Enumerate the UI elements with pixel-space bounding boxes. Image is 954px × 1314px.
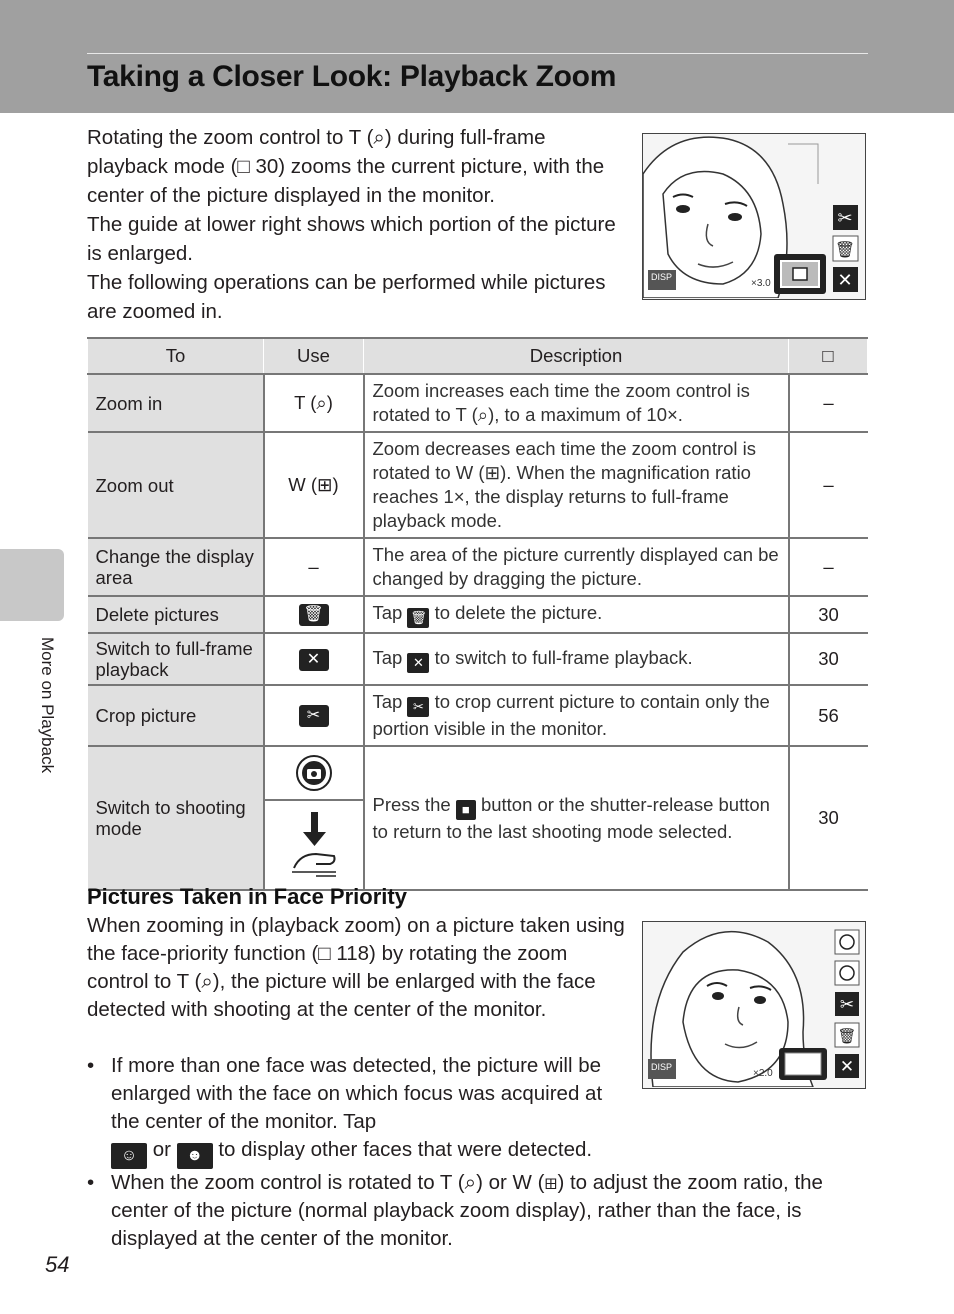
row-use bbox=[264, 633, 364, 685]
table-row bbox=[88, 685, 868, 746]
intro-paragraph-3: The following operations can be performed while pictures are zoomed in. bbox=[87, 271, 606, 323]
row-description: The area of the picture currently displayed can be changed by dragging the picture. bbox=[364, 538, 789, 596]
list-item-continued: ☺ or ☻ to display other faces that were detected. bbox=[87, 1136, 877, 1169]
row-to: Change the display area bbox=[88, 538, 264, 596]
trash-icon: 🗑 bbox=[407, 608, 429, 628]
row-to: Zoom in bbox=[88, 374, 264, 432]
page-header bbox=[0, 0, 954, 113]
row-use: T (⌕) bbox=[264, 374, 364, 432]
shutter-release-icon bbox=[286, 810, 342, 880]
row-reference: – bbox=[789, 538, 868, 596]
svg-text:🗑: 🗑 bbox=[837, 1027, 857, 1045]
row-description: Zoom decreases each time the zoom control is rotated to W (⊞). When the magnification ratio reaches 1×, the display returns to full-frame playback mode. bbox=[364, 432, 789, 538]
close-icon: ✕ bbox=[407, 653, 429, 673]
table-row bbox=[88, 432, 868, 538]
table-row bbox=[88, 374, 868, 432]
row-use: – bbox=[264, 538, 364, 596]
list-item: • When the zoom control is rotated to T (⌕) or W (⊞) to adjust the zoom ratio, the center of the picture (normal playback zoom display), rather than the face, is displayed at the center of the monitor. bbox=[87, 1171, 823, 1250]
page-number: 54 bbox=[45, 1252, 70, 1277]
row-reference: 56 bbox=[789, 685, 868, 746]
playback-icon: ■ bbox=[456, 800, 476, 820]
row-to: Zoom out bbox=[88, 432, 264, 538]
side-tab bbox=[0, 549, 64, 621]
scissors-icon: ✂ bbox=[407, 697, 429, 717]
face-priority-heading: Pictures Taken in Face Priority bbox=[87, 884, 407, 909]
row-reference: 30 bbox=[789, 746, 868, 890]
row-reference: – bbox=[789, 374, 868, 432]
table-row bbox=[88, 746, 868, 890]
table-row bbox=[88, 596, 868, 633]
row-reference: 30 bbox=[789, 596, 868, 633]
list-item: • If more than one face was detected, the picture will be enlarged with the face on which focus was acquired at the center of the monitor. Tap bbox=[87, 1054, 603, 1133]
col-header-to: To bbox=[88, 338, 264, 374]
face-priority-bullets bbox=[87, 1052, 877, 1253]
svg-text:✂: ✂ bbox=[839, 995, 855, 1015]
scissors-icon: ✂ bbox=[299, 705, 329, 727]
disp-button-label: DISP bbox=[651, 1062, 673, 1072]
row-reference: 30 bbox=[789, 633, 868, 685]
col-header-reference: □ bbox=[789, 338, 868, 374]
playback-zoom-figure bbox=[642, 133, 866, 300]
row-use bbox=[264, 685, 364, 746]
col-header-use: Use bbox=[264, 338, 364, 374]
table-row bbox=[88, 633, 868, 685]
row-description: Tap ✂ to crop current picture to contain only the portion visible in the monitor. bbox=[364, 685, 789, 746]
row-reference: – bbox=[789, 432, 868, 538]
svg-text:✕: ✕ bbox=[839, 1057, 855, 1077]
row-to: Delete pictures bbox=[88, 596, 264, 633]
zoom-ratio-label: ×2.0 bbox=[753, 1068, 773, 1079]
face-priority-body: When zooming in (playback zoom) on a picture taken using the face-priority function (□ 118) by rotating the zoom control to T (⌕), the picture will be enlarged with the face detected with shooting at the center of the monitor. bbox=[87, 914, 625, 1021]
row-description: Tap 🗑 to delete the picture. bbox=[364, 596, 789, 633]
svg-text:✂: ✂ bbox=[837, 208, 853, 229]
row-description: Tap ✕ to switch to full-frame playback. bbox=[364, 633, 789, 685]
playback-button-icon bbox=[295, 754, 333, 792]
row-use: W (⊞) bbox=[264, 432, 364, 538]
side-tab-label: More on Playback bbox=[38, 637, 57, 774]
row-to: Switch to shooting mode bbox=[88, 746, 264, 890]
disp-button-label: DISP bbox=[651, 272, 673, 282]
row-use bbox=[264, 596, 364, 633]
face-next-icon: ☻ bbox=[177, 1143, 213, 1169]
svg-text:🗑: 🗑 bbox=[834, 240, 856, 259]
table-row bbox=[88, 538, 868, 596]
trash-icon: 🗑 bbox=[299, 604, 329, 626]
row-to: Switch to full-frame playback bbox=[88, 633, 264, 685]
row-to: Crop picture bbox=[88, 685, 264, 746]
intro-paragraph-2: The guide at lower right shows which portion of the picture is enlarged. bbox=[87, 213, 616, 265]
face-prev-icon: ☺ bbox=[111, 1143, 147, 1169]
close-icon: ✕ bbox=[299, 649, 329, 671]
page-title: Taking a Closer Look: Playback Zoom bbox=[87, 60, 617, 93]
table-header-row bbox=[88, 338, 868, 374]
header-rule bbox=[87, 53, 868, 54]
intro-paragraph-1: Rotating the zoom control to T (⌕) during full-frame playback mode (□ 30) zooms the current picture, with the center of the picture displayed in the monitor. bbox=[87, 126, 605, 207]
intro-text bbox=[87, 123, 627, 326]
col-header-description: Description bbox=[364, 338, 789, 374]
row-use bbox=[264, 746, 364, 890]
operations-table bbox=[87, 337, 868, 891]
row-description: Press the ■ button or the shutter-release button to return to the last shooting mode selected. bbox=[364, 746, 789, 890]
zoom-ratio-label: ×3.0 bbox=[751, 278, 771, 289]
svg-text:✕: ✕ bbox=[837, 270, 853, 291]
row-description: Zoom increases each time the zoom control is rotated to T (⌕), to a maximum of 10×. bbox=[364, 374, 789, 432]
